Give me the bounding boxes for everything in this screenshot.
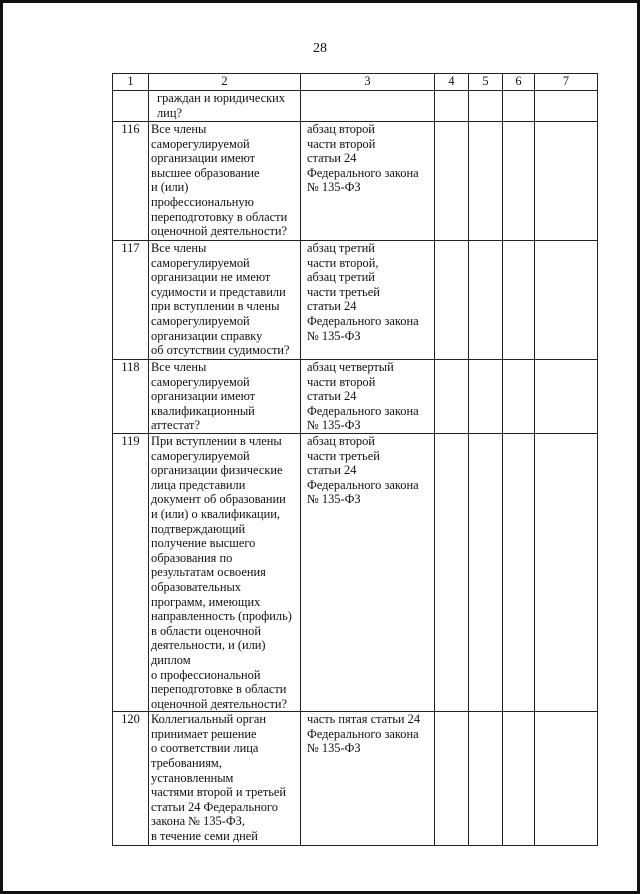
requirement-line: принимает решение xyxy=(151,726,257,741)
requirement-cell xyxy=(149,360,301,434)
requirement-line: организации имеют xyxy=(151,389,256,404)
checklist-table xyxy=(112,73,598,846)
empty-cell xyxy=(503,241,535,360)
empty-cell xyxy=(435,241,469,360)
requirement-line: статьи 24 Федерального xyxy=(151,799,278,814)
row-number: 116 xyxy=(113,122,149,241)
requirement-line: профессиональную xyxy=(151,194,254,209)
empty-cell xyxy=(435,712,469,846)
scan-border-top xyxy=(0,0,640,3)
legal-basis-line: абзац второй xyxy=(307,434,375,448)
legal-basis-line: статьи 24 xyxy=(307,389,357,404)
requirement-line: организации имеют xyxy=(151,151,256,166)
legal-basis-line: № 135-ФЗ xyxy=(307,180,361,195)
empty-cell xyxy=(535,91,598,122)
requirement-cell xyxy=(149,434,301,712)
empty-cell xyxy=(503,360,535,434)
empty-cell xyxy=(503,91,535,122)
requirement-line: образования по xyxy=(151,550,233,565)
legal-basis-cell xyxy=(301,434,435,712)
legal-basis-cell xyxy=(301,241,435,360)
empty-cell xyxy=(469,434,503,712)
row-number: 119 xyxy=(113,434,149,712)
column-header: 2 xyxy=(149,74,301,91)
legal-basis-line: статьи 24 xyxy=(307,463,357,478)
requirement-line: в области оценочной xyxy=(151,623,261,638)
legal-basis-cell xyxy=(301,91,435,122)
table-row xyxy=(113,122,598,241)
empty-cell xyxy=(503,122,535,241)
empty-cell xyxy=(535,712,598,846)
requirement-line: подтверждающий xyxy=(151,521,246,536)
requirement-line: Все члены xyxy=(151,360,207,374)
row-number: 120 xyxy=(113,712,149,846)
header-row xyxy=(113,74,598,91)
scan-border-left xyxy=(0,0,3,894)
requirement-line: Все члены xyxy=(151,241,207,255)
requirement-line: Все члены xyxy=(151,122,207,136)
legal-basis-line: Федерального закона xyxy=(307,165,419,180)
requirement-line: аттестат? xyxy=(151,418,200,433)
legal-basis-line: Федерального закона xyxy=(307,313,419,328)
legal-basis-line: Федерального закона xyxy=(307,477,419,492)
requirement-line: и (или) о квалификации, xyxy=(151,506,280,521)
legal-basis-cell xyxy=(301,712,435,846)
requirement-line: организации справку xyxy=(151,328,263,343)
legal-basis-line: части третьей xyxy=(307,448,380,463)
column-header: 1 xyxy=(113,74,149,91)
requirement-line: квалификационный xyxy=(151,403,255,418)
requirement-cell xyxy=(149,91,301,122)
empty-cell xyxy=(535,360,598,434)
legal-basis-line: части второй xyxy=(307,374,376,389)
requirement-line: судимости и представили xyxy=(151,284,286,299)
table-row xyxy=(113,360,598,434)
requirement-line: переподготовку в области xyxy=(151,209,288,224)
requirement-line: саморегулируемой xyxy=(151,448,250,463)
table-row xyxy=(113,91,598,122)
empty-cell xyxy=(469,712,503,846)
requirement-line: о соответствии лица xyxy=(151,741,259,756)
legal-basis-line: абзац четвертый xyxy=(307,360,394,374)
requirement-line: программ, имеющих xyxy=(151,594,261,609)
requirement-line: саморегулируемой xyxy=(151,313,250,328)
requirement-line: саморегулируемой xyxy=(151,136,250,151)
legal-basis-line: части второй xyxy=(307,136,376,151)
empty-cell xyxy=(435,91,469,122)
requirement-line: образовательных xyxy=(151,579,241,594)
legal-basis-line: Федерального закона xyxy=(307,403,419,418)
legal-basis-line: № 135-ФЗ xyxy=(307,741,361,756)
empty-cell xyxy=(535,241,598,360)
legal-basis-cell xyxy=(301,360,435,434)
requirement-line: установленным xyxy=(151,770,234,785)
column-header: 6 xyxy=(503,74,535,91)
requirement-line: результатам освоения xyxy=(151,565,266,580)
requirement-line: лиц? xyxy=(157,105,182,120)
requirement-line: граждан и юридических xyxy=(157,91,286,105)
table-row xyxy=(113,434,598,712)
requirement-line: требованиям, xyxy=(151,756,222,771)
empty-cell xyxy=(469,122,503,241)
requirement-line: об отсутствии судимости? xyxy=(151,343,290,358)
requirement-line: при вступлении в члены xyxy=(151,299,280,314)
legal-basis-line: Федерального закона xyxy=(307,726,419,741)
requirement-cell xyxy=(149,712,301,846)
column-header: 3 xyxy=(301,74,435,91)
legal-basis-line: абзац третий xyxy=(307,241,375,255)
legal-basis-cell xyxy=(301,122,435,241)
row-number xyxy=(113,91,149,122)
requirement-line: и (или) xyxy=(151,180,189,195)
requirement-line: в течение семи дней xyxy=(151,829,258,844)
requirement-line: организации не имеют xyxy=(151,270,271,285)
requirement-line: организации физические xyxy=(151,463,283,478)
legal-basis-line: абзац третий xyxy=(307,270,375,285)
requirement-cell xyxy=(149,122,301,241)
empty-cell xyxy=(503,434,535,712)
column-header: 7 xyxy=(535,74,598,91)
legal-basis-line: часть пятая статьи 24 xyxy=(307,712,421,727)
requirement-line: диплом xyxy=(151,652,191,667)
requirement-line: получение высшего xyxy=(151,536,256,551)
empty-cell xyxy=(503,712,535,846)
requirement-line: лица представили xyxy=(151,477,246,492)
requirement-line: документ об образовании xyxy=(151,492,286,507)
empty-cell xyxy=(435,122,469,241)
requirement-line: частями второй и третьей xyxy=(151,785,287,800)
empty-cell xyxy=(435,434,469,712)
requirement-line: саморегулируемой xyxy=(151,374,250,389)
legal-basis-line: части третьей xyxy=(307,284,380,299)
requirement-line: деятельности, и (или) xyxy=(151,638,266,653)
requirement-line: о профессиональной xyxy=(151,667,261,682)
requirement-cell xyxy=(149,241,301,360)
table-row xyxy=(113,712,598,846)
column-header: 5 xyxy=(469,74,503,91)
legal-basis-line: статьи 24 xyxy=(307,151,357,166)
requirement-line: переподготовке в области xyxy=(151,682,287,697)
legal-basis-line: № 135-ФЗ xyxy=(307,418,361,433)
legal-basis-line: части второй, xyxy=(307,255,379,270)
empty-cell xyxy=(469,91,503,122)
empty-cell xyxy=(435,360,469,434)
table-row xyxy=(113,241,598,360)
empty-cell xyxy=(469,241,503,360)
legal-basis-line: № 135-ФЗ xyxy=(307,328,361,343)
page-number: 28 xyxy=(313,41,327,56)
legal-basis-line: статьи 24 xyxy=(307,299,357,314)
empty-cell xyxy=(535,434,598,712)
legal-basis-line: абзац второй xyxy=(307,122,375,136)
requirement-line: закона № 135-ФЗ, xyxy=(151,814,245,829)
legal-basis-line: № 135-ФЗ xyxy=(307,492,361,507)
requirement-line: При вступлении в члены xyxy=(151,434,282,448)
row-number: 118 xyxy=(113,360,149,434)
empty-cell xyxy=(535,122,598,241)
column-header: 4 xyxy=(435,74,469,91)
requirement-line: Коллегиальный орган xyxy=(151,712,266,727)
requirement-line: оценочной деятельности? xyxy=(151,224,288,239)
requirement-line: саморегулируемой xyxy=(151,255,250,270)
requirement-line: высшее образование xyxy=(151,165,260,180)
row-number: 117 xyxy=(113,241,149,360)
requirement-line: оценочной деятельности? xyxy=(151,696,288,711)
requirement-line: направленность (профиль) xyxy=(151,609,292,624)
empty-cell xyxy=(469,360,503,434)
